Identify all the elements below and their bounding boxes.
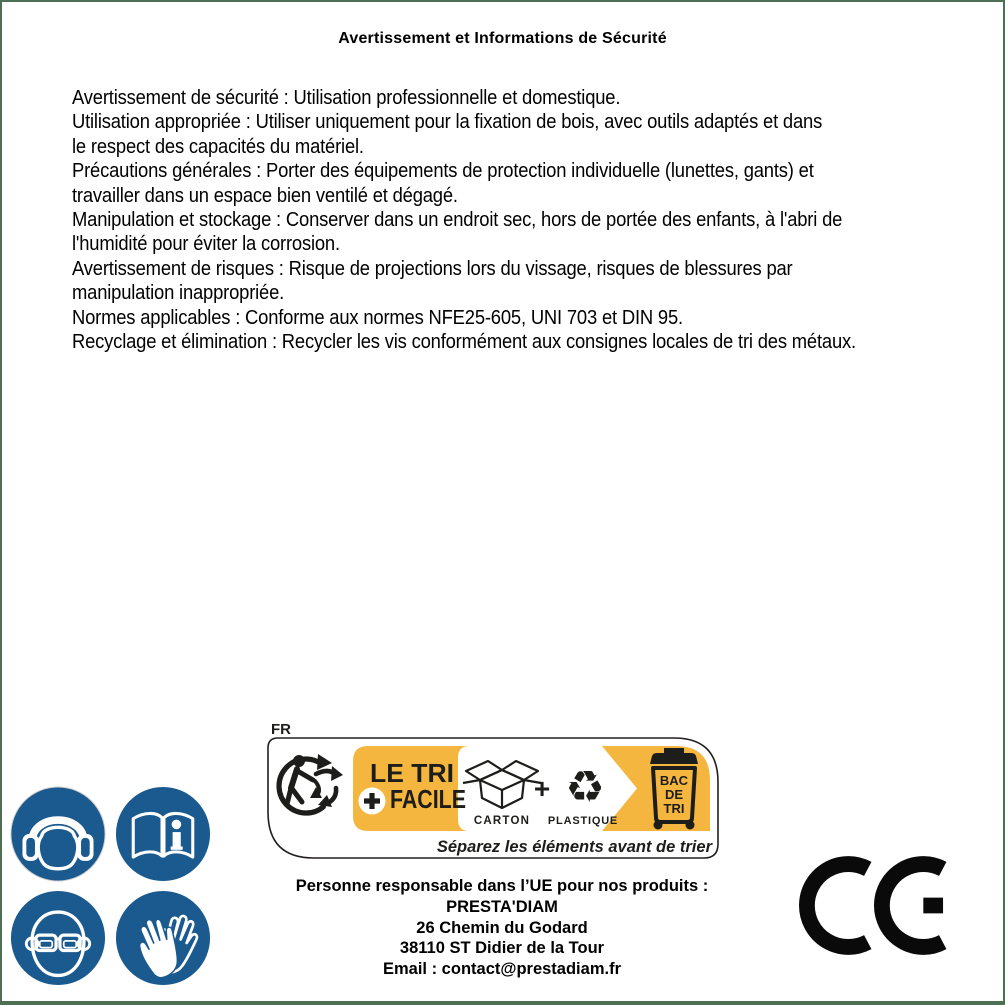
safety-text-line: Avertissement de risques : Risque de projections lors du vissage, risques de blessures par bbox=[72, 257, 793, 280]
safety-text-line: Manipulation et stockage : Conserver dans un endroit sec, hors de portée des enfants, à l'abri de bbox=[72, 209, 843, 232]
safety-text-line: Normes applicables : Conforme aux normes NFE25-605, UNI 703 et DIN 95. bbox=[72, 306, 683, 329]
read-instruction-manual-icon bbox=[115, 786, 211, 882]
bin-text-line1: BAC bbox=[659, 773, 689, 788]
separator-plus: + bbox=[533, 773, 551, 804]
safety-text-line: Avertissement de sécurité : Utilisation professionnelle et domestique. bbox=[72, 87, 621, 109]
bin-text-line2: DE bbox=[664, 787, 684, 802]
wear-ear-protection-icon bbox=[10, 786, 106, 882]
ppe-pictograms bbox=[10, 786, 212, 986]
safety-text-line: le respect des capacités du matériel. bbox=[72, 135, 364, 158]
headline-line2: FACILE bbox=[390, 784, 466, 814]
safety-text-line: travailler dans un espace bien ventilé et dégagé. bbox=[72, 184, 458, 207]
safety-text-line: manipulation inappropriée. bbox=[72, 282, 285, 305]
bin-text-line3: TRI bbox=[663, 801, 685, 816]
safety-text-line: l'humidité pour éviter la corrosion. bbox=[72, 233, 340, 256]
country-code-label: FR bbox=[271, 721, 291, 738]
responsible-intro: Personne responsable dans l’UE pour nos produits : bbox=[295, 877, 709, 895]
material-1-label: CARTON bbox=[473, 815, 531, 827]
sorting-bin-icon bbox=[650, 748, 698, 830]
wear-eye-protection-icon bbox=[10, 890, 106, 986]
sorting-instruction: Séparez les éléments avant de trier bbox=[436, 838, 712, 856]
eu-responsible-block bbox=[242, 876, 762, 980]
recycling-sorting-label bbox=[266, 706, 721, 862]
address-city: 38110 ST Didier de la Tour bbox=[399, 939, 605, 958]
safety-text-block bbox=[72, 86, 924, 354]
contact-email: Email : contact@prestadiam.fr bbox=[383, 960, 621, 979]
safety-text-line: Précautions générales : Porter des équipements de protection individuelle (lunettes, gants) et bbox=[72, 160, 814, 183]
headline-line1: LE TRI bbox=[370, 758, 454, 788]
ce-mark bbox=[799, 855, 947, 956]
safety-text-line: Utilisation appropriée : Utiliser uniquement pour la fixation de bois, avec outils adaptés et dans bbox=[72, 111, 823, 134]
safety-text-line: Recyclage et élimination : Recycler les vis conformément aux consignes locales de tri des métaux. bbox=[72, 331, 856, 354]
recycle-triangle-icon: ♻ bbox=[565, 762, 605, 813]
company-name: PRESTA'DIAM bbox=[446, 897, 558, 916]
page-title: Avertissement et Informations de Sécurité bbox=[338, 30, 667, 47]
material-2-label: PLASTIQUE bbox=[547, 815, 619, 827]
wear-protective-gloves-icon bbox=[115, 890, 211, 986]
address-street: 26 Chemin du Godard bbox=[416, 918, 588, 937]
